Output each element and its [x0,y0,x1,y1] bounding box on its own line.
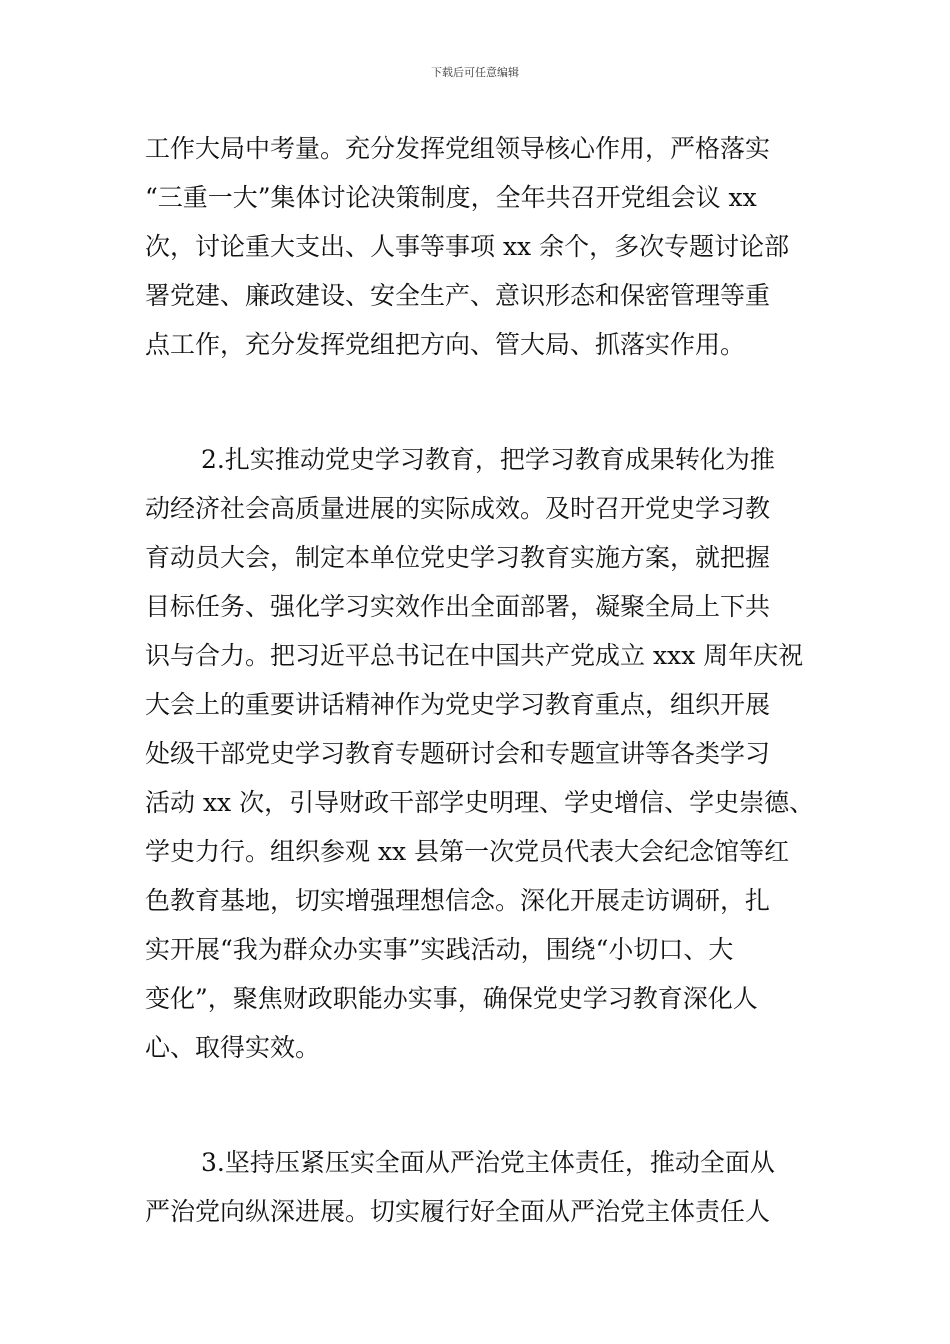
text-line: 署党建、廉政建设、安全生产、意识形态和保密管理等重 [145,281,771,310]
text-line: 严治党向纵深进展。切实履行好全面从严治党主体责任人 [145,1197,771,1226]
text-line: 大会上的重要讲话精神作为党史学习教育重点，组织开展 [145,690,771,719]
text-line: 实开展“我为群众办实事”实践活动，围绕“小切口、大 [145,935,734,964]
paragraph-spacer [145,369,815,435]
paragraph-party-leadership [145,124,815,369]
text-line: 识与合力。把习近平总书记在中国共产党成立 xxx 周年庆祝 [145,641,804,670]
text-line: 目标任务、强化学习实效作出全面部署，凝聚全局上下共 [145,592,771,621]
text-line: 处级干部党史学习教育专题研讨会和专题宣讲等各类学习 [145,739,771,768]
document-body [145,124,815,1236]
text-line: 动经济社会高质量进展的实际成效。及时召开党史学习教 [145,494,771,523]
text-line: 点工作，充分发挥党组把方向、管大局、抓落实作用。 [145,330,746,359]
text-line: 学史力行。组织参观 xx 县第一次党员代表大会纪念馆等红 [145,837,790,866]
paragraph-spacer [145,1072,815,1138]
paragraph-strict-party-governance [145,1138,815,1236]
text-line: 色教育基地，切实增强理想信念。深化开展走访调研，扎 [145,886,771,915]
text-line: 2.扎实推动党史学习教育，把学习教育成果转化为推 [201,445,775,474]
text-line: 工作大局中考量。充分发挥党组领导核心作用，严格落实 [145,134,771,163]
paragraph-party-history-education [145,435,815,1072]
text-line: 育动员大会，制定本单位党史学习教育实施方案，就把握 [145,543,771,572]
text-line: 变化”，聚焦财政职能办实事，确保党史学习教育深化人 [145,984,758,1013]
text-line: 心、取得实效。 [145,1033,321,1062]
text-line: 次，讨论重大支出、人事等事项 xx 余个，多次专题讨论部 [145,232,790,261]
text-line: “三重一大”集体讨论决策制度，全年共召开党组会议 xx [145,183,757,212]
text-line: 3.坚持压紧压实全面从严治党主体责任，推动全面从 [201,1148,775,1177]
page-header-note: 下载后可任意编辑 [431,66,519,79]
text-line: 活动 xx 次，引导财政干部学史明理、学史增信、学史崇德、 [145,788,815,817]
